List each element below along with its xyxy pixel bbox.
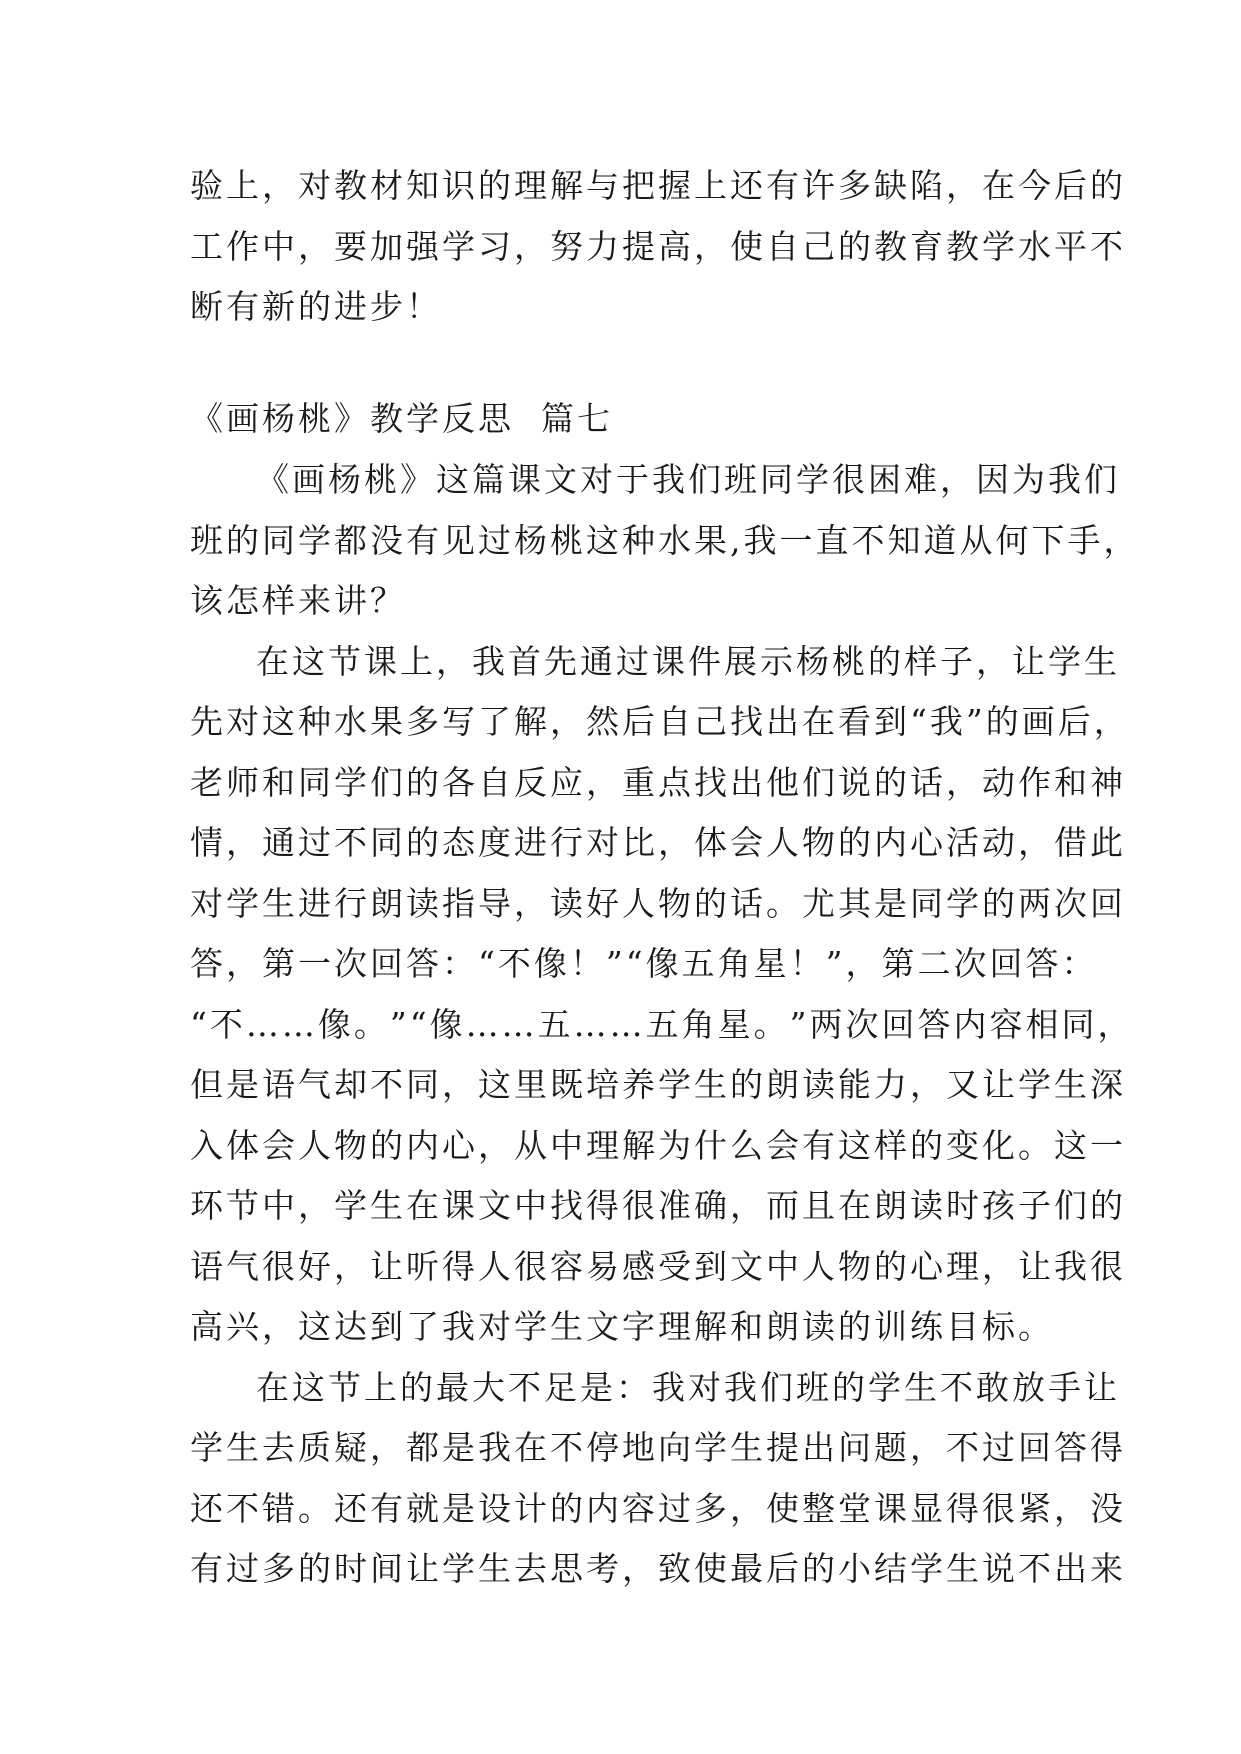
paragraph-3-line-2: 学 生 去 质 疑 ， 都 是 我 在 不 停 地 向 学 生 提 出 问 题 ， 不 过 回 答 得 bbox=[190, 1428, 1126, 1467]
text-line: 工 作 中 ， 要 加 强 学 习 ， 努 力 提 高 ， 使 自 己 的 教 育 教 学 水 平 不 bbox=[190, 226, 1126, 266]
text-line: 断有新的进步！ bbox=[190, 287, 442, 326]
paragraph-1-line-3: 该怎样来讲？ bbox=[190, 581, 406, 620]
paragraph-2-line-5: 对 学 生 进 行 朗 读 指 导 ， 读 好 人 物 的 话 。 尤 其 是 同 学 的 两 次 回 bbox=[190, 883, 1126, 923]
paragraph-2-line-1: 在 这 节 课 上 ， 我 首 先 通 过 课 件 展 示 杨 桃 的 样 子 ， 让 学 生 bbox=[256, 641, 1120, 681]
section-heading: 《画杨桃》教学反思 篇七 bbox=[190, 399, 613, 438]
paragraph-2-line-6: 答 ， 第 一 次 回 答 ： “ 不 像 ！ ” “ 像 五 角 星 ！ ” ， 第 二 次 回 答 ： bbox=[190, 944, 1098, 983]
paragraph-3-line-1: 在 这 节 上 的 最 大 不 足 是 ： 我 对 我 们 班 的 学 生 不 敢 放 手 让 bbox=[256, 1367, 1120, 1407]
paragraph-2-line-12: 高兴，这达到了我对学生文字理解和朗读的训练目标。 bbox=[190, 1307, 1054, 1346]
paragraph-2-line-9: 入 体 会 人 物 的 内 心 ， 从 中 理 解 为 什 么 会 有 这 样 的 变 化 。 这 一 bbox=[190, 1125, 1126, 1165]
text-line: 验 上 ， 对 教 材 知 识 的 理 解 与 把 握 上 还 有 许 多 缺 陷 ， 在 今 后 的 bbox=[190, 166, 1126, 205]
section-body bbox=[190, 450, 1140, 1600]
previous-section-tail bbox=[190, 156, 1126, 338]
paragraph-2-line-4: 情 ， 通 过 不 同 的 态 度 进 行 对 比 ， 体 会 人 物 的 内 心 活 动 ， 借 此 bbox=[190, 823, 1126, 862]
paragraph-3-line-4: 有 过 多 的 时 间 让 学 生 去 思 考 ， 致 使 最 后 的 小 结 学 生 说 不 出 来 bbox=[190, 1549, 1126, 1588]
paragraph-2-line-7: “ 不 … … 像 。 ” “ 像 … … 五 … … 五 角 星 。 ” 两 次 回 答 内 容 相 同 ， bbox=[190, 1004, 1134, 1044]
paragraph-2-line-10: 环 节 中 ， 学 生 在 课 文 中 找 得 很 准 确 ， 而 且 在 朗 读 时 孩 子 们 的 bbox=[190, 1186, 1126, 1225]
paragraph-3-line-3: 还 不 错 。 还 有 就 是 设 计 的 内 容 过 多 ， 使 整 堂 课 显 得 很 紧 ， 没 bbox=[190, 1488, 1126, 1528]
paragraph-1-line-1: 《 画 杨 桃 》 这 篇 课 文 对 于 我 们 班 同 学 很 困 难 ， 因 为 我 们 bbox=[256, 460, 1120, 499]
paragraph-2-line-2: 先 对 这 种 水 果 多 写 了 解 ， 然 后 自 己 找 出 在 看 到 “ 我 ” 的 画 后 ， bbox=[190, 702, 1130, 741]
paragraph-2-line-11: 语 气 很 好 ， 让 听 得 人 很 容 易 感 受 到 文 中 人 物 的 心 理 ， 让 我 很 bbox=[190, 1246, 1126, 1286]
paragraph-2-line-3: 老 师 和 同 学 们 的 各 自 反 应 ， 重 点 找 出 他 们 说 的 话 ， 动 作 和 神 bbox=[190, 762, 1126, 802]
paragraph-1-line-2: 班 的 同 学 都 没 有 见 过 杨 桃 这 种 水 果 , 我 一 直 不 知 道 从 何 下 手 ， bbox=[190, 520, 1140, 560]
paragraph-2-line-8: 但 是 语 气 却 不 同 ， 这 里 既 培 养 学 生 的 朗 读 能 力 ， 又 让 学 生 深 bbox=[190, 1065, 1126, 1104]
section-heading-block bbox=[190, 389, 1060, 450]
